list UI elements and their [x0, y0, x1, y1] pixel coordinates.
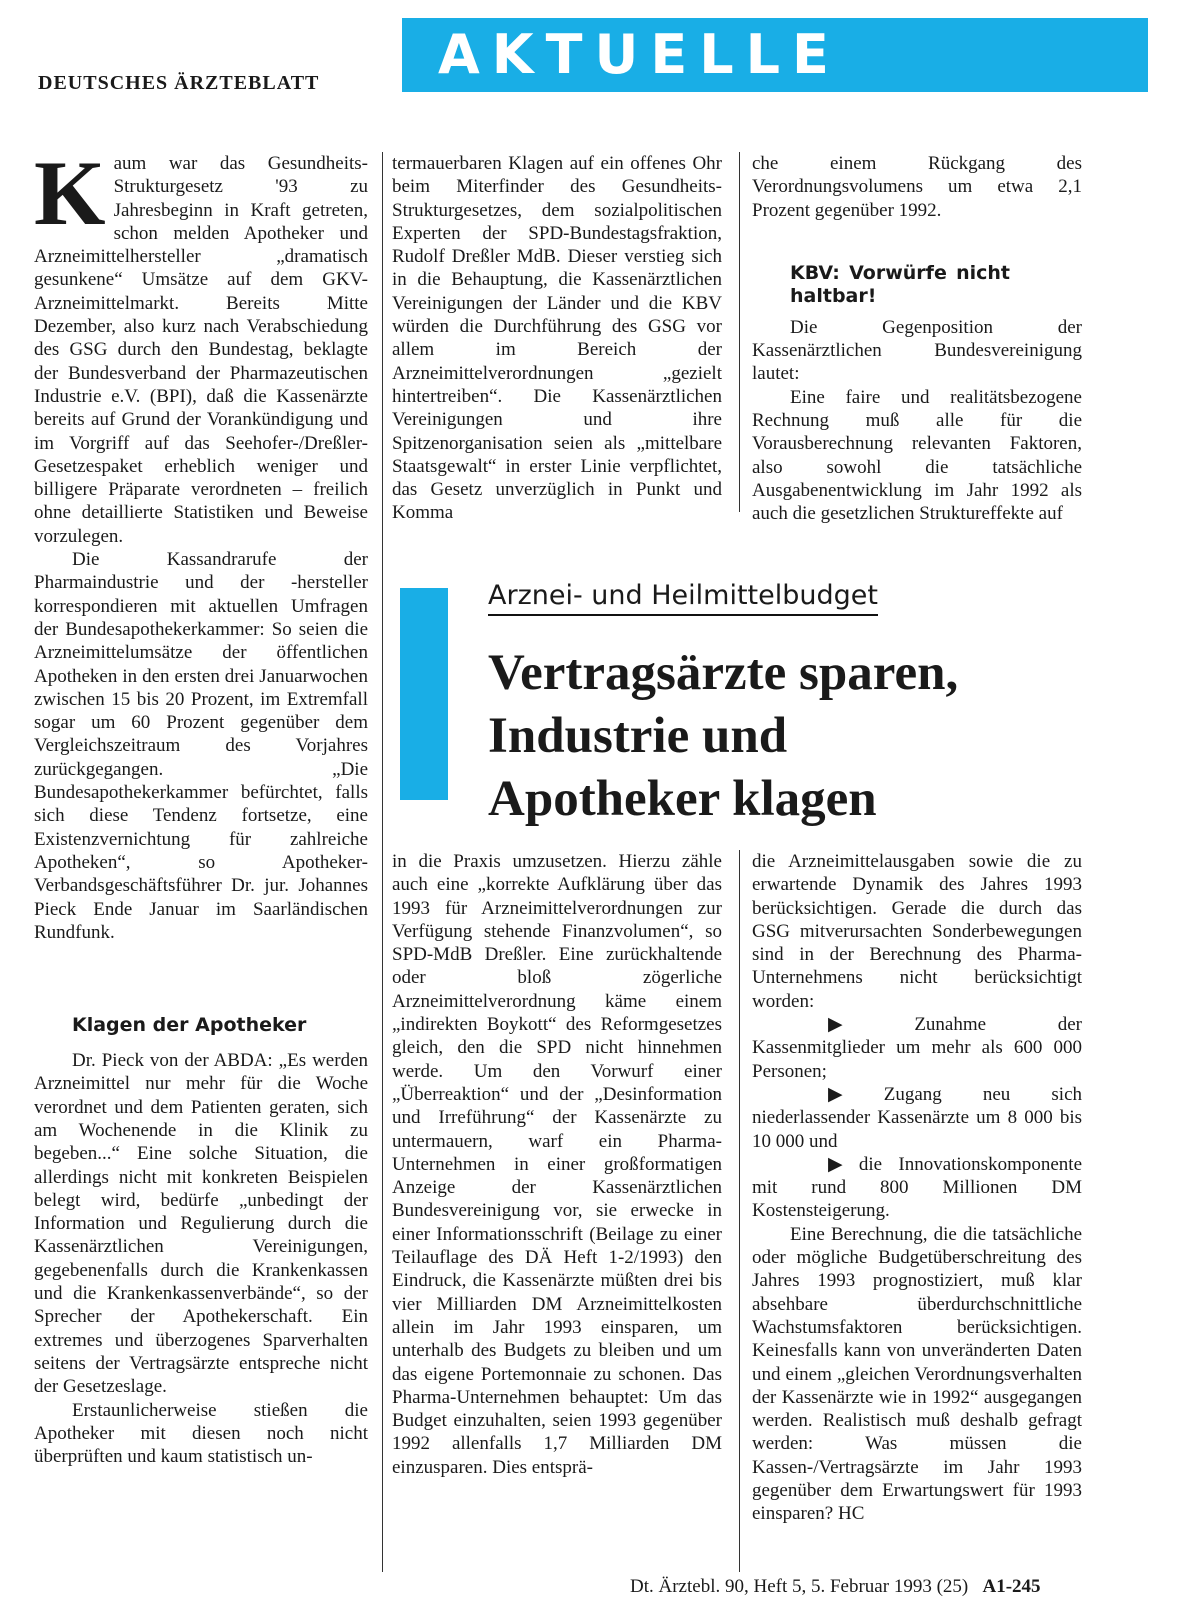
triangle-bullet-icon: ▶ — [828, 1083, 843, 1105]
title-line: Vertragsärzte sparen, — [488, 645, 959, 701]
page-number: A1-245 — [982, 1576, 1041, 1597]
bullet-item — [752, 1013, 1082, 1083]
column-rule-left — [382, 152, 383, 1572]
paragraph: termauerbaren Klagen auf ein offenes Ohr beim Miterfinder des Gesundheits-Strukturgesetzes, dem sozialpolitischen Experten der SPD-Bundestagsfraktion, Rudolf Dreßler MdB. Dieser verstieg sich in die Behauptung, die Kassenärztlichen Vereinigungen der Länder und die KBV würden die Durchführung des GSG vor allem im Bereich der Arzneimittelverordnungen „gezielt hintertreiben“. Die Kassenärztlichen Vereinigungen und ihre Spitzenorganisation seien als „mittelbare Staatsgewalt“ in erster Linie verpflichtet, das Gesetz unverzüglich in Punkt und Komma — [392, 153, 722, 524]
paragraph-intro — [34, 142, 368, 548]
column-rule-top-right — [739, 152, 740, 512]
paragraph-text: aum war das Gesundheits-Strukturgesetz '93 zu Jahresbeginn in Kraft getreten, schon melden Apotheker und Arzneimittelhersteller „dramatisch gesunkene“ Umsätze auf dem GKV-Arzneimittelmarkt. Bereits Mitte Dezember, also kurz nach Verabschiedung des GSG durch den Bundestag, beklagte der Bundesverband der Pharmazeutischen Industrie e.V. (BPI), daß die Kassenärzte bereits auf Grund der Vorankündigung und im Vorgriff auf das Seehofer-/Dreßler-Gesetzespaket erheblich weniger und billigere Präparate verordneten – freilich ohne detaillierte Statistiken und Beweise vorzulegen. — [34, 153, 368, 547]
bullet-text: Zunahme der Kassenmitglieder um mehr als 600 000 Personen; — [752, 1014, 1083, 1082]
paragraph: in die Praxis umzusetzen. Hierzu zähle auch eine „korrekte Aufklärung über das 1993 für Arzneimittelverordnungen zur Verfügung stehende Finanzvolumen“, so SPD-MdB Dreßler. Eine zurückhaltende oder bloß zögerliche Arzneimittelverordnung käme einem „indirekten Boykott“ des Reformgesetzes gleich, den die SPD nicht hinnehmen werde. Um den Vorwurf einer „Überreaktion“ und der „Desinformation und Irreführung“ der Kassenärzte zu untermauern, warf ein Pharma-Unternehmen in einer großformatigen Anzeige der Kassenärztlichen Bundesvereinigung vor, sie erwecke in einer Informationsschrift (Beilage zu einer Teilauflage des DÄ Heft 1-2/1993) den Eindruck, die Kassenärzte müßten drei bis vier Milliarden DM Arzneimittelkosten allein im Jahr 1993 einsparen, um unterhalb des Budgets zu bleiben und um das eigene Portemonnaie zu schonen. Das Pharma-Unternehmen behauptet: Um das Budget einzuhalten, seien 1993 gegenüber 1992 allenfalls 1,7 Milliarden DM einzusparen. Dies entsprä- — [392, 851, 722, 1478]
accent-bar — [400, 588, 448, 800]
column-rule-bottom-right — [739, 850, 740, 1572]
section-heading-kbv: KBV: Vorwürfe nicht haltbar! — [790, 261, 1010, 307]
bullet-text: die Innovationskomponente mit rund 800 Millionen DM Kostensteigerung. — [752, 1153, 1082, 1222]
paragraph: Erstaunlicherweise stießen die Apotheker mit diesen noch nicht überprüften und kaum statistisch un- — [34, 1399, 368, 1468]
column-3-top — [752, 152, 1082, 526]
section-title: AKTUELLE POLITIK — [438, 23, 841, 152]
author-signature: HC — [837, 1503, 865, 1525]
bullet-item — [752, 1153, 1082, 1223]
triangle-bullet-icon: ▶ — [828, 1153, 843, 1175]
paragraph — [752, 1223, 1082, 1526]
paragraph: Die Gegenposition der Kassenärztlichen Bundesvereinigung lautet: — [752, 316, 1082, 385]
column-2-bottom — [392, 850, 722, 1479]
title-line: Apotheker klagen — [488, 771, 877, 827]
paragraph: Die Kassandrarufe der Pharmaindustrie und der -hersteller korrespondieren mit aktuellen Umfragen der Bundesapothekerkammer: So seien die Arzneimittelumsätze der öffentlichen Apotheken in den ersten drei Januarwochen zwischen 15 bis 20 Prozent, im Extremfall sogar um 60 Prozent gegenüber dem Vergleichszeitraum des Vorjahres zurückgegangen. „Die Bundesapothekerkammer befürchtet, falls sich diese Tendenz fortsetze, eine Existenzvernichtung für zahlreiche Apotheken“, so Apotheker-Verbandsgeschäftsführer Dr. jur. Johannes Pieck Ende Januar im Saarländischen Rundfunk. — [34, 549, 368, 943]
paragraph: die Arzneimittelausgaben sowie die zu erwartende Dynamik des Jahres 1993 berücksichtigen. Gerade die durch das GSG mitverursachten Sonderbewegungen sind in der Berechnung des Pharma-Unternehmens nicht berücksichtigt worden: — [752, 851, 1082, 1012]
column-1 — [34, 142, 368, 1468]
bullet-text: Zugang neu sich niederlassender Kassenärzte um 8 000 bis 10 000 und — [752, 1083, 1083, 1152]
paragraph-text: Eine Berechnung, die die tatsächliche oder mögliche Budgetüberschreitung des Jahres 1993 prognostiziert, muß klar absehbare überdurchschnittliche Wachstumsfaktoren berücksichtigen. Keinesfalls kann von unveränderten Daten und einem „gleichen Verordnungsverhalten der Kassenärzte wie in 1992“ ausgegangen werden. Realistisch muß deshalb gefragt werden: Was müssen die Kassen-/Vertragsärzte im Jahr 1993 gegenüber dem Erwartungswert für 1993 einsparen? — [752, 1223, 1082, 1525]
bullet-item — [752, 1083, 1082, 1153]
column-3-bottom — [752, 850, 1082, 1526]
masthead: DEUTSCHES ÄRZTEBLATT — [38, 72, 320, 94]
footer — [630, 1576, 1041, 1598]
paragraph: Dr. Pieck von der ABDA: „Es werden Arzneimittel nur mehr für die Woche verordnet und dem Patienten geraten, sich am Wochenende in die Klinik zu begeben...“ Eine solche Situation, die allerdings nicht mit konkreten Beispielen belegt wird, bedürfe „unbedingt der Information und Regulierung durch die Kassenärztlichen Vereinigungen, gegebenenfalls durch die Krankenkassen und die Krankenkassenverbände“, so der Sprecher der Apothekerschaft. Ein extremes und überzogenes Sparverhalten seitens der Vertragsärzte entspreche nicht der Gesetzeslage. — [34, 1050, 368, 1398]
article-title — [488, 642, 1128, 831]
citation: Dt. Ärztebl. 90, Heft 5, 5. Februar 1993 (25) — [630, 1576, 969, 1597]
triangle-bullet-icon: ▶ — [828, 1014, 843, 1036]
section-heading-apotheker: Klagen der Apotheker — [72, 1014, 307, 1037]
paragraph: Eine faire und realitätsbezogene Rechnung muß alle für die Vorausberechnung relevanten Faktoren, also sowohl die tatsächliche Ausgabenentwicklung im Jahr 1992 als auch die gesetzlichen Struktureffekte auf — [752, 386, 1082, 525]
paragraph: che einem Rückgang des Verordnungsvolumens um etwa 2,1 Prozent gegenüber 1992. — [752, 153, 1082, 221]
title-line: Industrie und — [488, 708, 788, 764]
column-2-top — [392, 152, 722, 525]
kicker: Arznei- und Heilmittelbudget — [488, 580, 878, 616]
drop-cap: K — [34, 142, 106, 244]
